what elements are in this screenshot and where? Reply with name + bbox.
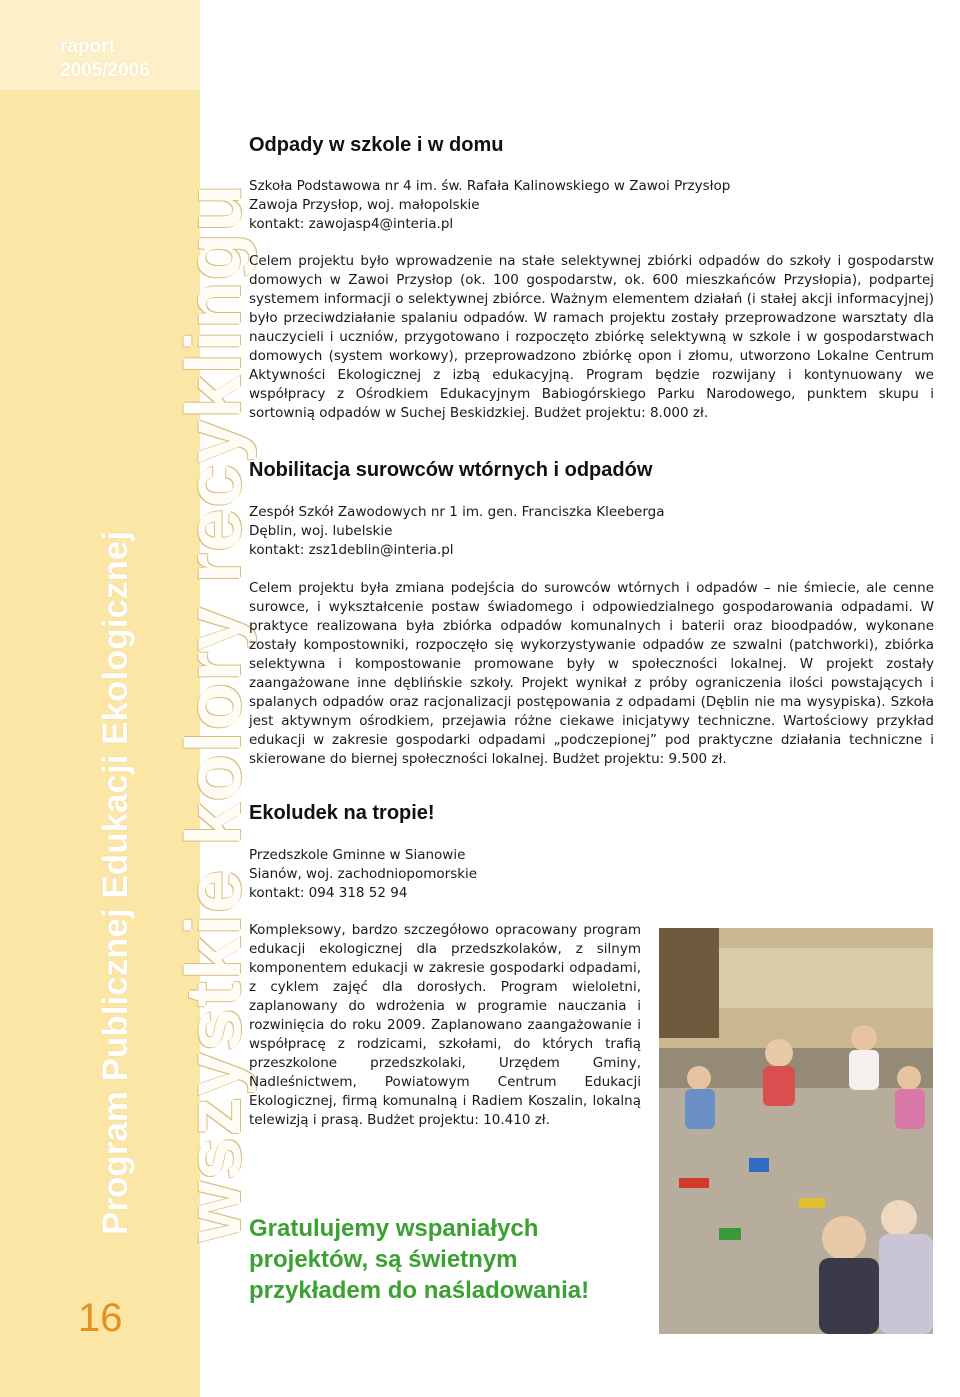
- section-body: [249, 579, 934, 769]
- address-line: Dęblin, woj. lubelskie: [249, 523, 393, 539]
- report-word: raport: [60, 36, 115, 57]
- section-body: [249, 252, 934, 423]
- address-line: Szkoła Podstawowa nr 4 im. św. Rafała Kalinowskiego w Zawoi Przysłop: [249, 178, 731, 194]
- section-address: [249, 177, 934, 234]
- body-text: Kompleksowy, bardzo szczegółowo opracowany program edukacji ekologicznej dla przedszkolaków, z silnym komponentem edukacji w zakresie gospodarki odpadami, z cyklem zajęć dla dorosłych. Program wieloletni, zaplanowany do wdrożenia w programie nauczania i rozwinięcia do roku 2009. Zaplanowano zaangażowanie i współpracę z rodzicami, szkołami, do których trafią przeszkolone przedszkolaki, Urzędem Gminy, Nadleśnictwem, Powiatowym Centrum Edukacji Ekologicznej, firmą komunalną i Radiem Koszalin, lokalną telewizją i prasą. Budżet projektu: 10.410 zł.: [249, 922, 641, 1128]
- section-nobilitacja: [249, 459, 934, 482]
- section-ekoludek: [249, 802, 934, 825]
- closing-line: przykładem do naśladowania!: [249, 1277, 590, 1304]
- address-line: Zespół Szkół Zawodowych nr 1 im. gen. Franciszka Kleeberga: [249, 504, 665, 520]
- contact-line: kontakt: zsz1deblin@interia.pl: [249, 542, 454, 558]
- section-body: [249, 921, 641, 1130]
- section-address: [249, 503, 934, 560]
- closing-congratulations: [249, 1213, 589, 1306]
- slogan-vertical: wszystkie kolory recyklingu: [169, 183, 257, 1242]
- page-number: 16: [78, 1296, 123, 1340]
- section-odpady: [249, 134, 934, 157]
- address-line: Przedszkole Gminne w Sianowie: [249, 847, 466, 863]
- contact-line: kontakt: zawojasp4@interia.pl: [249, 216, 454, 232]
- report-years: 2005/2006: [60, 60, 150, 81]
- body-text: Celem projektu było wprowadzenie na stałe selektywnej zbiórki odpadów do szkoły i gospodarstw domowych w Zawoi Przysłop (ok. 100 gospodarstw, ok. 600 mieszkańców Przysłopia), podpartej systemem informacji o selektywnej zbiórce. Ważnym elementem działań (i stałej akcji informacyjnej) było przeciwdziałanie spalaniu odpadów. W ramach projektu zostały przeprowadzone warsztaty dla nauczycieli i uczniów, przygotowano i rozpoczęto zbiórkę selektywną w szkole i w gospodarstwach domowych (system workowy), przeprowadzono zbiórkę opon i złomu, utworzono Lokalne Centrum Aktywności Ekologicznej z izbą edukacyjną. Program będzie rozwijany i kontynuowany we współpracy z Ośrodkiem Edukacyjnym Babiogórskiego Parku Narodowego, punktem skupu i sortownią odpadów w Suchej Beskidzkiej. Budżet projektu: 8.000 zł.: [249, 253, 934, 421]
- section-address: [249, 846, 934, 903]
- address-line: Sianów, woj. zachodniopomorskie: [249, 866, 478, 882]
- closing-line: projektów, są świetnym: [249, 1246, 518, 1273]
- section-title: Nobilitacja surowców wtórnych i odpadów: [249, 459, 653, 481]
- section-title: Ekoludek na tropie!: [249, 802, 435, 824]
- photo-illustration: [659, 928, 933, 1334]
- program-title-vertical: Program Publicznej Edukacji Ekologicznej: [96, 530, 135, 1235]
- closing-line: Gratulujemy wspaniałych: [249, 1215, 539, 1242]
- section-title: Odpady w szkole i w domu: [249, 134, 504, 156]
- address-line: Zawoja Przysłop, woj. małopolskie: [249, 197, 480, 213]
- contact-line: kontakt: 094 318 52 94: [249, 885, 408, 901]
- classroom-photo: [659, 928, 933, 1334]
- report-label: [0, 0, 200, 90]
- body-text: Celem projektu była zmiana podejścia do surowców wtórnych i odpadów – nie śmiecie, ale cenne surowce, i wykształcenie postaw świadomego i odpowiedzialnego gospodarowania odpadami. W praktyce realizowana była zbiórka odpadów komunalnych i baterii oraz bioodpadów, wykonane zostały kompostowniki, rozpoczęło się wykorzystywanie odpadów ze szwalni (patchworki), zbiórka selektywna i kompostowanie promowane były w społeczności lokalnej. W projekt zostały zaangażowane inne dęblińskie szkoły. Projekt wynikał z próby ograniczenia ilości powstających i spalanych odpadów oraz racjonalizacji postępowania z odpadami (Dęblin nie ma wysypiska). Szkoła jest aktywnym ośrodkiem, przejawia różne ciekawe inicjatywy techniczne. Wartościowy przykład edukacji w zakresie gospodarki odpadami „podczepionej” pod praktyczne działania techniczne i skierowane do biernej społeczności lokalnej. Budżet projektu: 9.500 zł.: [249, 580, 934, 767]
